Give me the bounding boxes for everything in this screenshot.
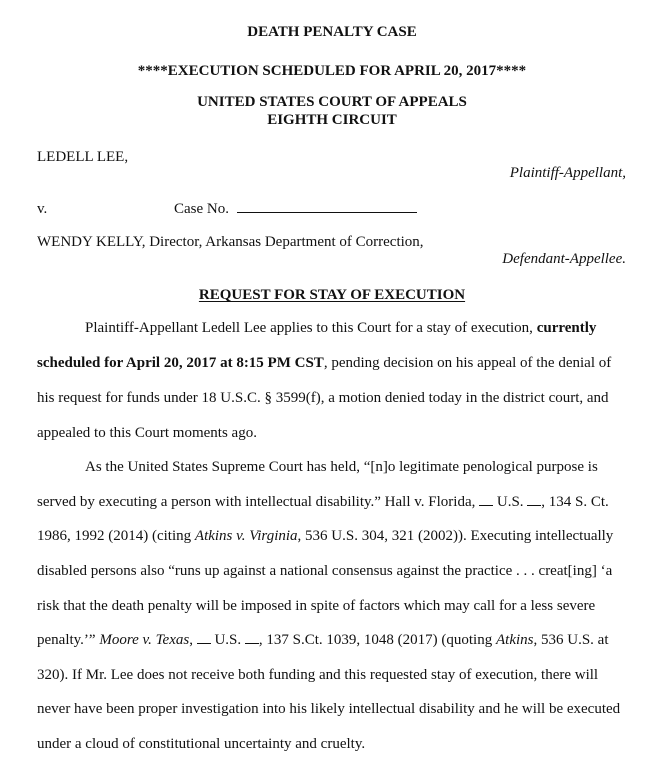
defendant-role [502, 250, 626, 268]
case-citation: Moore v. Texas [99, 632, 190, 648]
plaintiff-role [510, 164, 626, 182]
para1-text: Plaintiff-Appellant Ledell Lee applies to this Court for a stay of execution, [85, 320, 537, 336]
para1-line4: appealed to this Court moments ago. [37, 425, 257, 441]
para2-line3 [37, 527, 613, 545]
para1-text: , pending decision on his appeal of the denial of [323, 355, 612, 371]
para2-line5: risk that the death penalty will be imposed in spite of factors which may call for a less severe [37, 598, 596, 614]
para2-line8: never have been proper investigation into his likely intellectual disability and he will be executed [37, 701, 621, 717]
para2-text: , 137 S.Ct. 1039, 1048 (2017) (quoting [258, 632, 496, 648]
defendant-name: WENDY KELLY, Director, Arkansas Department of Correction, [37, 234, 424, 250]
case-number-line [174, 200, 417, 218]
plaintiff-role-text: Plaintiff-Appellant, [509, 165, 626, 181]
para2-text: , [189, 632, 197, 648]
para2-line9: under a cloud of constitutional uncertainty and cruelty. [37, 736, 366, 752]
page-blank [245, 631, 259, 644]
case-citation: Atkins [495, 632, 534, 648]
para1-line2 [37, 354, 611, 372]
para2-text: 1986, 1992 (2014) (citing [37, 528, 195, 544]
motion-title: REQUEST FOR STAY OF EXECUTION [198, 287, 466, 303]
circuit-name: EIGHTH CIRCUIT [267, 112, 397, 128]
para2-text: U.S. [210, 632, 245, 648]
para2-text: U.S. [493, 494, 528, 510]
para2-line6 [37, 631, 608, 649]
versus-label: v. [37, 201, 48, 217]
para1-bold: currently [536, 320, 597, 336]
volume-blank [197, 631, 211, 644]
case-number-blank [237, 200, 417, 213]
page-blank [527, 493, 541, 506]
court-name: UNITED STATES COURT OF APPEALS [197, 94, 467, 110]
para2-text: , 536 U.S. 304, 321 (2002)). Executing intellectually [297, 528, 614, 544]
case-citation: Atkins v. Virginia [194, 528, 298, 544]
para1-bold-date: scheduled for April 20, 2017 at 8:15 PM CST [37, 355, 324, 371]
para2-text: , 134 S. Ct. [541, 494, 609, 510]
para2-text: penalty.’” [37, 632, 100, 648]
para2-line7: 320). If Mr. Lee does not receive both funding and this requested stay of execution, there will [37, 667, 599, 683]
plaintiff-name: LEDELL LEE, [37, 149, 129, 165]
volume-blank [479, 493, 493, 506]
para2-line4: disabled persons also “runs up against a national consensus against the practice . . . creat[ing] ‘a [37, 563, 613, 579]
case-number-label: Case No. [174, 201, 229, 217]
para2-text: , 536 U.S. at [533, 632, 609, 648]
execution-notice: ****EXECUTION SCHEDULED FOR APRIL 20, 2017**** [137, 63, 527, 79]
para2-text: served by executing a person with intellectual disability.” Hall v. Florida, [37, 494, 480, 510]
para1-line1 [85, 319, 596, 337]
para2-line1: As the United States Supreme Court has held, “[n]o legitimate penological purpose is [85, 459, 598, 475]
para1-line3: his request for funds under 18 U.S.C. § 3599(f), a motion denied today in the district court, and [37, 390, 609, 406]
case-type-heading: DEATH PENALTY CASE [247, 24, 417, 40]
para2-line2 [37, 493, 609, 511]
defendant-role-text: Defendant-Appellee. [502, 251, 626, 267]
